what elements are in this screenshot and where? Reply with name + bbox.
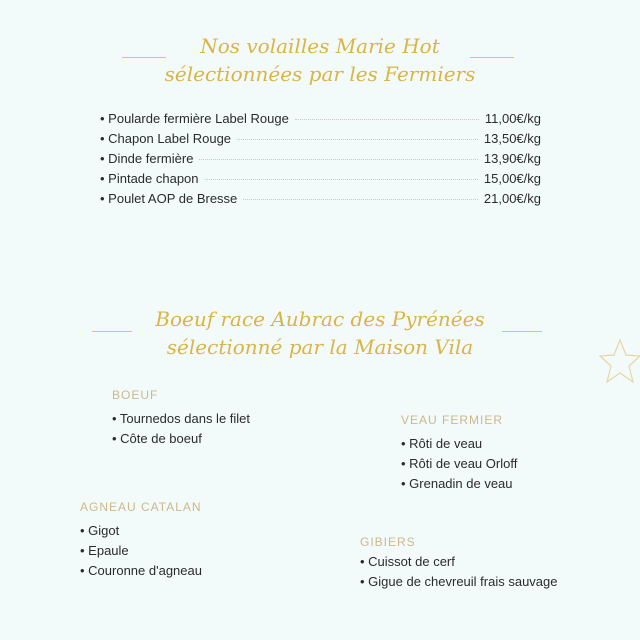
dot-leader — [199, 159, 477, 160]
list-item: • Rôti de veau Orloff — [401, 456, 518, 471]
star-outline-icon — [596, 338, 640, 386]
category-list-veau — [401, 434, 517, 494]
item-name: • Poulet AOP de Bresse — [100, 191, 238, 206]
item-name: • Poularde fermière Label Rouge — [100, 111, 289, 126]
dot-leader — [295, 119, 479, 120]
item-name: • Chapon Label Rouge — [100, 131, 232, 146]
list-item: • Cuissot de cerf — [360, 554, 455, 569]
section-title-volailles-line1: Nos volailles Marie Hot — [200, 34, 440, 58]
category-list-gibiers — [360, 552, 558, 592]
list-item: • Rôti de veau — [401, 436, 483, 451]
list-item: • Couronne d'agneau — [80, 563, 202, 578]
price-row — [100, 131, 541, 151]
list-item: • Côte de boeuf — [112, 431, 202, 446]
dot-leader — [237, 139, 478, 140]
price-row — [100, 191, 541, 211]
item-price: 15,00€/kg — [483, 171, 541, 186]
list-item: • Gigue de chevreuil frais sauvage — [360, 574, 558, 589]
list-item: • Gigot — [80, 523, 120, 538]
list-item: • Tournedos dans le filet — [112, 411, 251, 426]
price-row — [100, 111, 541, 131]
category-heading-veau: VEAU FERMIER — [401, 413, 504, 427]
price-list — [100, 111, 541, 211]
section-title-boeuf-line1: Boeuf race Aubrac des Pyrénées — [155, 307, 485, 331]
item-price: 13,90€/kg — [483, 151, 541, 166]
dot-leader — [243, 199, 478, 200]
category-list-agneau — [80, 521, 202, 581]
item-name: • Pintade chapon — [100, 171, 199, 186]
category-heading-agneau: AGNEAU CATALAN — [80, 500, 202, 514]
list-item: • Grenadin de veau — [401, 476, 513, 491]
price-row — [100, 171, 541, 191]
item-price: 13,50€/kg — [483, 131, 541, 146]
price-row — [100, 151, 541, 171]
category-list-boeuf — [112, 409, 250, 449]
item-price: 21,00€/kg — [483, 191, 541, 206]
dot-leader — [205, 179, 478, 180]
category-heading-boeuf: BOEUF — [112, 388, 159, 402]
item-price: 11,00€/kg — [484, 111, 541, 126]
list-item: • Epaule — [80, 543, 129, 558]
section-title-volailles-line2: sélectionnées par les Fermiers — [164, 62, 476, 86]
section-title-boeuf-line2: sélectionné par la Maison Vila — [166, 335, 474, 359]
category-heading-gibiers: GIBIERS — [360, 535, 416, 549]
item-name: • Dinde fermière — [100, 151, 194, 166]
